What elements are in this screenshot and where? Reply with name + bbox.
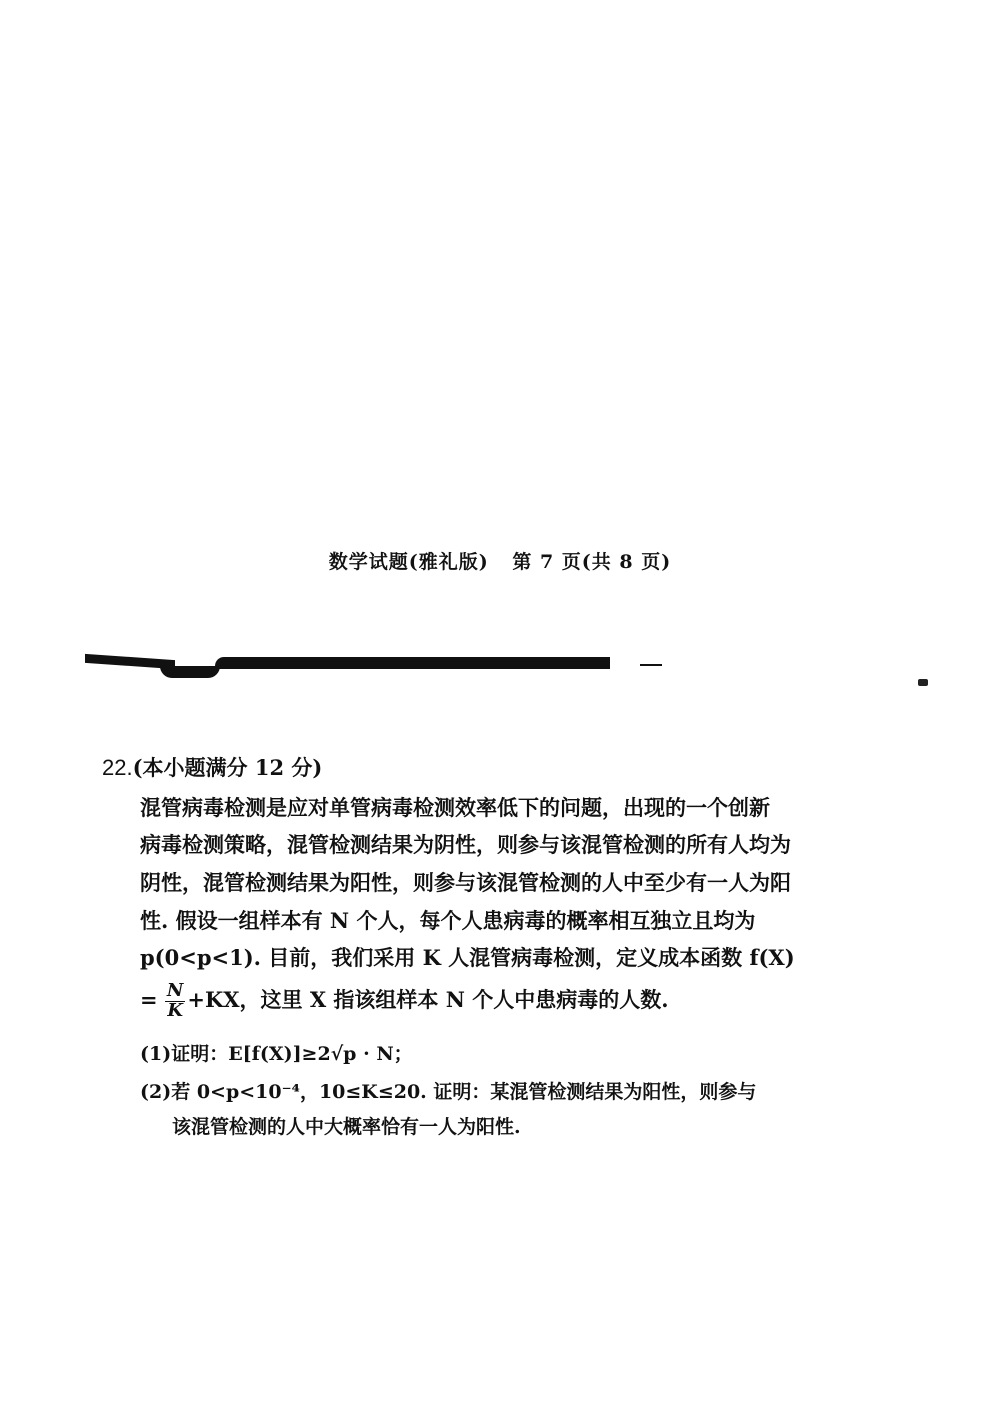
question-number: 22.: [102, 755, 133, 780]
question-line-4: 性. 假设一组样本有 N 个人，每个人患病毒的概率相互独立且均为: [140, 908, 756, 933]
fraction-numerator: N: [166, 980, 184, 1001]
footer-subject: 数学试题(雅礼版): [328, 551, 489, 573]
scan-artifact-bar-main: [215, 657, 610, 669]
question-line-2: 病毒检测策略，混管检测结果为阴性，则参与该混管检测的所有人均为: [140, 832, 791, 857]
scan-artifact-bar-tail: [640, 664, 662, 666]
question-line-5: p(0<p<1). 目前，我们采用 K 人混管病毒检测，定义成本函数 f(X): [140, 945, 795, 970]
page-footer: [0, 547, 1000, 574]
fraction-denominator: K: [167, 999, 183, 1021]
footer-page-number: 第 7 页(共 8 页): [512, 551, 672, 573]
sub-question-1: (1)证明：E[f(X)]≥2√p · N；: [140, 1043, 413, 1065]
equals-sign: =: [140, 986, 158, 1012]
fraction-n-over-k: [165, 982, 185, 1021]
scan-artifact-bar-curve: [160, 666, 220, 678]
sub-question-2-line-1: (2)若 0<p<10⁻⁴，10≤K≤20. 证明：某混管检测结果为阳性，则参与: [140, 1081, 757, 1103]
question-header: [102, 752, 322, 782]
sub-question-2-line-2: 该混管检测的人中大概率恰有一人为阳性.: [172, 1116, 521, 1138]
question-line-6-text: +KX，这里 X 指该组样本 N 个人中患病毒的人数.: [187, 986, 669, 1012]
question-line-1: 混管病毒检测是应对单管病毒检测效率低下的问题，出现的一个创新: [140, 795, 770, 820]
question-points: (本小题满分 12 分): [132, 755, 323, 780]
scan-artifact-dot: [918, 679, 928, 686]
question-line-6: [140, 982, 669, 1021]
question-line-3: 阴性，混管检测结果为阳性，则参与该混管检测的人中至少有一人为阳: [140, 870, 791, 895]
